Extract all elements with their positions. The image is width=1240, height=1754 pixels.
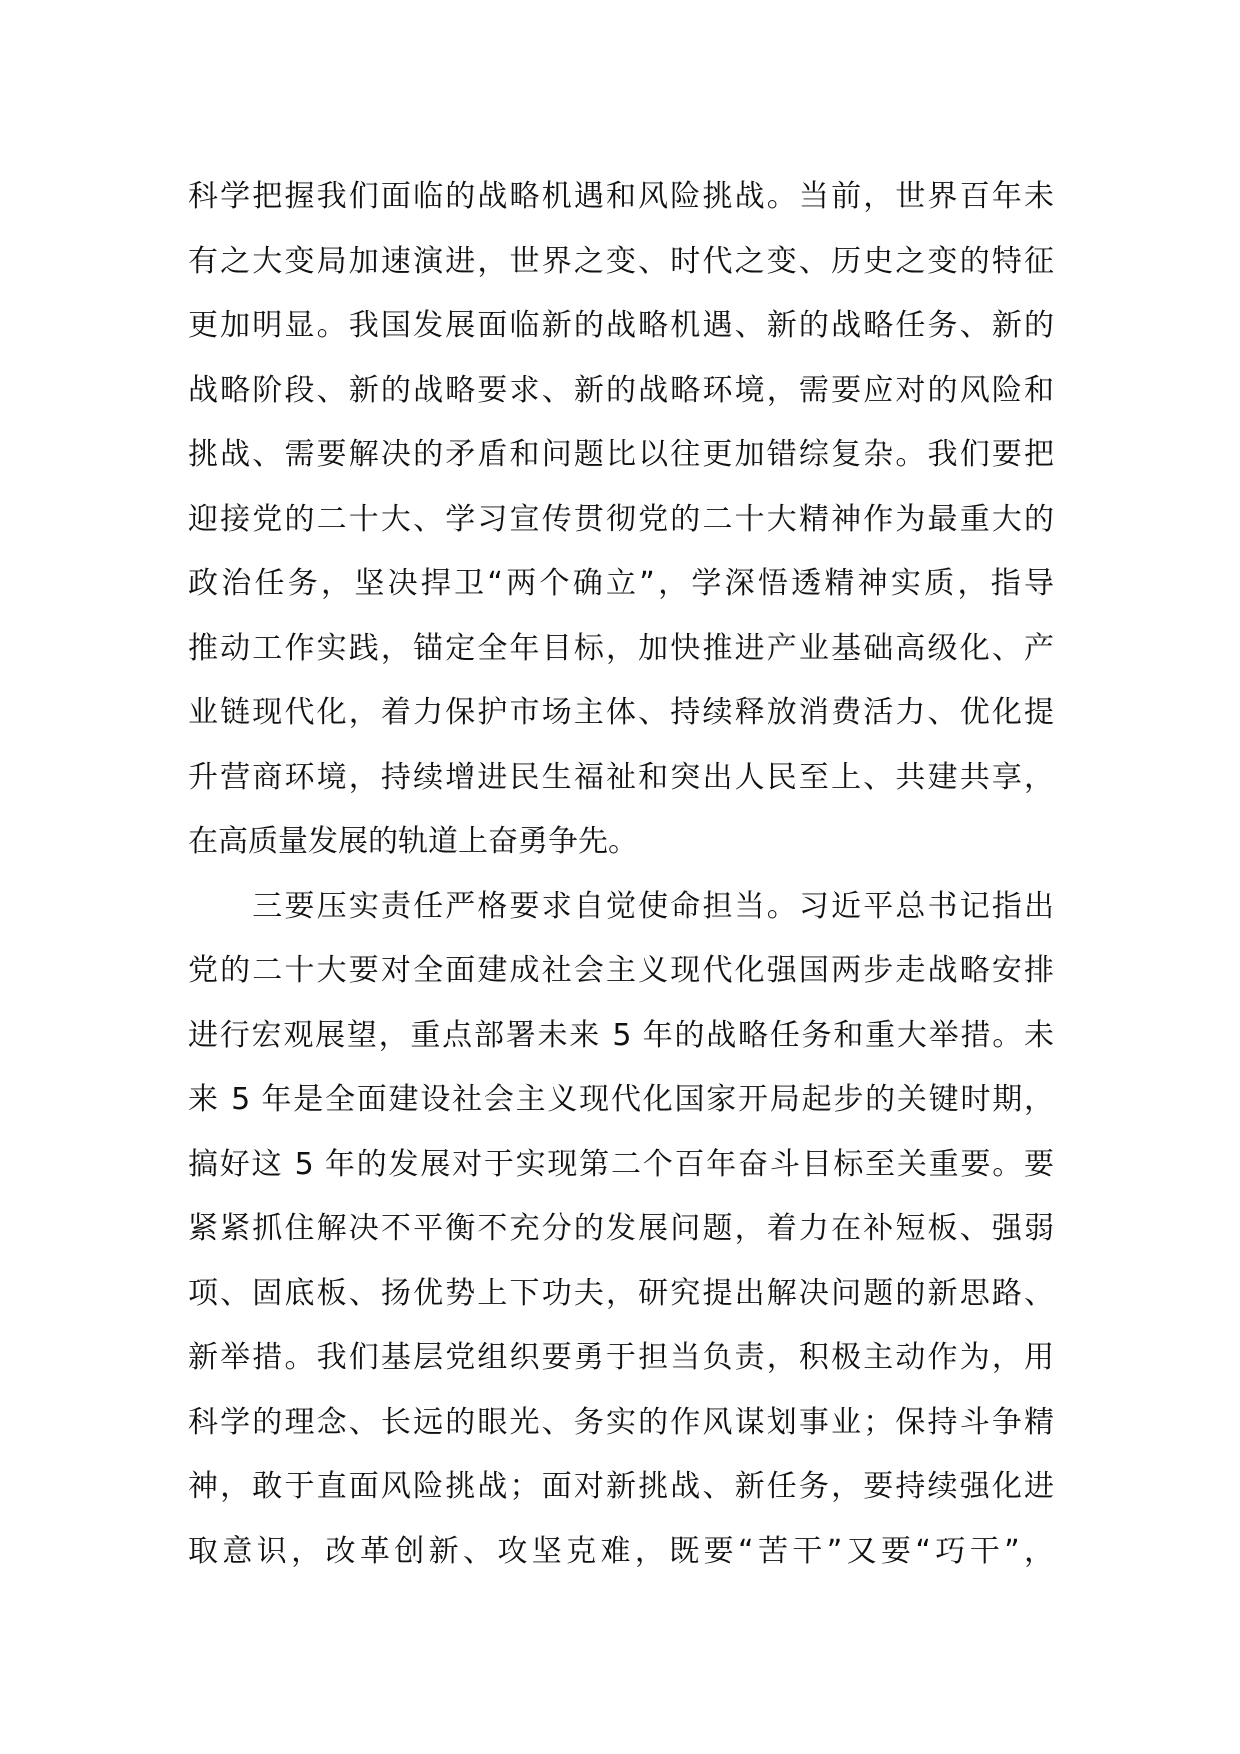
document-body	[188, 165, 1054, 1584]
paragraph-2-line-7: 项、固底板、扬优势上下功夫，研究提出解决问题的新思路、	[188, 1275, 1054, 1311]
paragraph-1-line-4: 战略阶段、新的战略要求、新的战略环境，需要应对的风险和	[188, 372, 1054, 408]
paragraph-1-line-8: 推动工作实践，锚定全年目标，加快推进产业基础高级化、产	[188, 630, 1054, 666]
paragraph-2-line-3: 进行宏观展望，重点部署未来 5 年的战略任务和重大举措。未	[188, 1017, 1054, 1053]
paragraph-1-line-7: 政治任务，坚决捍卫“两个确立”，学深悟透精神实质，指导	[188, 566, 1054, 601]
paragraph-2-line-6: 紧紧抓住解决不平衡不充分的发展问题，着力在补短板、强弱	[188, 1211, 1054, 1246]
paragraph-1-line-2: 有之大变局加速演进，世界之变、时代之变、历史之变的特征	[188, 243, 1054, 279]
paragraph-2-line-8: 新举措。我们基层党组织要勇于担当负责，积极主动作为，用	[188, 1340, 1054, 1375]
paragraph-1-line-3: 更加明显。我国发展面临新的战略机遇、新的战略任务、新的	[188, 308, 1054, 343]
paragraph-1-line-1: 科学把握我们面临的战略机遇和风险挑战。当前，世界百年未	[188, 179, 1054, 214]
paragraph-2-line-2: 党的二十大要对全面建成社会主义现代化强国两步走战略安排	[188, 953, 1054, 988]
paragraph-1-line-9: 业链现代化，着力保护市场主体、持续释放消费活力、优化提	[188, 695, 1054, 730]
paragraph-2-line-4: 来 5 年是全面建设社会主义现代化国家开局起步的关键时期，	[188, 1082, 1054, 1117]
paragraph-2-line-11: 取意识，改革创新、攻坚克难，既要“苦干”又要“巧干”，	[188, 1533, 1054, 1569]
paragraph-1-line-5: 挑战、需要解决的矛盾和问题比以往更加错综复杂。我们要把	[188, 437, 1054, 472]
paragraph-2-line-1: 三要压实责任严格要求自觉使命担当。习近平总书记指出	[188, 888, 1054, 924]
paragraph-1-line-10: 升营商环境，持续增进民生福祉和突出人民至上、共建共享，	[188, 759, 1054, 795]
paragraph-2-line-5: 搞好这 5 年的发展对于实现第二个百年奋斗目标至关重要。要	[188, 1146, 1054, 1182]
paragraph-2-line-9: 科学的理念、长远的眼光、务实的作风谋划事业；保持斗争精	[188, 1404, 1054, 1440]
paragraph-1-line-11: 在高质量发展的轨道上奋勇争先。	[188, 824, 638, 859]
paragraph-2-line-10: 神，敢于直面风险挑战；面对新挑战、新任务，要持续强化进	[188, 1469, 1054, 1504]
paragraph-1-line-6: 迎接党的二十大、学习宣传贯彻党的二十大精神作为最重大的	[188, 501, 1054, 537]
